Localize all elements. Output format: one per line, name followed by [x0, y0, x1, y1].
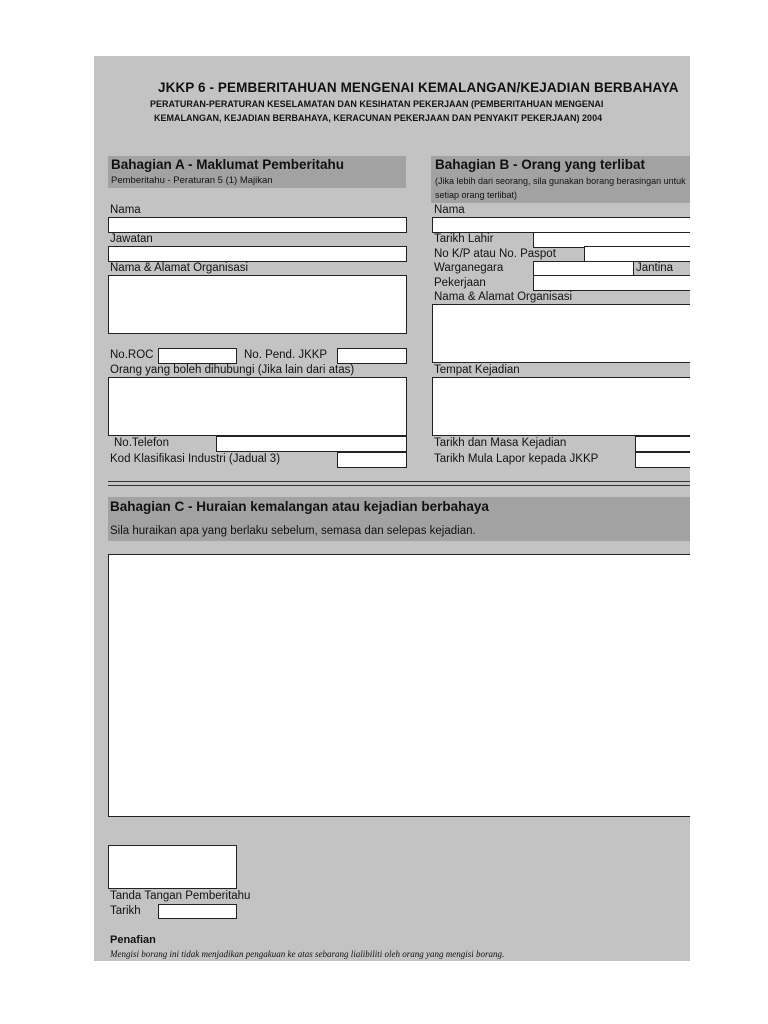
section-b-header [431, 156, 690, 203]
b-nama-label: Nama [434, 204, 465, 216]
a-no-telefon-input[interactable] [216, 436, 407, 452]
disclaimer-text: Mengisi borang ini tidak menjadikan pengakuan ke atas sebarang lialibiliti oleh orang yang mengisi borang. [110, 949, 505, 959]
a-nama-input[interactable] [108, 217, 407, 233]
b-pekerjaan-label: Pekerjaan [434, 277, 486, 289]
signature-label: Tanda Tangan Pemberitahu [110, 890, 251, 902]
signature-date-label: Tarikh [110, 905, 141, 917]
a-orang-dihubungi-input[interactable] [108, 377, 407, 436]
form-subtitle-line2: KEMALANGAN, KEJADIAN BERBAHAYA, KERACUNAN PEKERJAAN DAN PENYAKIT PEKERJAAN) 2004 [154, 113, 603, 123]
divider-rule-top [108, 481, 690, 482]
a-no-telefon-label: No.Telefon [114, 437, 169, 449]
a-jawatan-label: Jawatan [110, 233, 153, 245]
a-kod-klasifikasi-label: Kod Klasifikasi Industri (Jadual 3) [110, 453, 281, 465]
a-kod-klasifikasi-input[interactable] [337, 452, 407, 468]
a-nama-alamat-input[interactable] [108, 275, 407, 334]
b-tarikh-masa-label: Tarikh dan Masa Kejadian [434, 437, 567, 449]
a-no-roc-label: No.ROC [110, 349, 154, 361]
b-tempat-kejadian-label: Tempat Kejadian [434, 364, 520, 376]
b-tempat-kejadian-input[interactable] [432, 377, 690, 436]
section-b-subtitle-line1: (Jika lebih dari seorang, sila gunakan borang berasingan untuk [435, 176, 686, 186]
section-a-title: Bahagian A - Maklumat Pemberitahu [111, 157, 345, 172]
section-a-subtitle: Pemberitahu - Peraturan 5 (1) Majikan [111, 175, 273, 186]
section-b-title: Bahagian B - Orang yang terlibat [435, 157, 646, 172]
section-c-instruction: Sila huraikan apa yang berlaku sebelum, semasa dan selepas kejadian. [110, 525, 476, 537]
section-b-subtitle-line2: setiap orang terlibat) [435, 190, 518, 200]
b-warganegara-label: Warganegara [434, 262, 504, 274]
section-a-header [108, 156, 406, 188]
form-sheet [94, 56, 690, 961]
disclaimer-title: Penafian [110, 934, 156, 946]
b-nama-input[interactable] [432, 217, 690, 233]
signature-date-input[interactable] [158, 904, 237, 919]
form-title: JKKP 6 - PEMBERITAHUAN MENGENAI KEMALANGAN/KEJADIAN BERBAHAYA [158, 80, 679, 95]
b-tarikh-lapor-input[interactable] [635, 452, 690, 468]
c-description-textarea[interactable] [108, 554, 690, 817]
a-no-roc-input[interactable] [158, 348, 237, 364]
divider-rule-bottom [108, 485, 690, 486]
b-tarikh-masa-input[interactable] [635, 436, 690, 452]
a-no-pend-input[interactable] [337, 348, 407, 364]
b-jantina-label: Jantina [636, 262, 674, 274]
b-tarikh-lapor-label: Tarikh Mula Lapor kepada JKKP [434, 453, 599, 465]
form-subtitle-line1: PERATURAN-PERATURAN KESELAMATAN DAN KESIHATAN PEKERJAAN (PEMBERITAHUAN MENGENAI [150, 99, 604, 109]
a-nama-alamat-label: Nama & Alamat Organisasi [110, 262, 249, 274]
a-orang-dihubungi-label: Orang yang boleh dihubungi (Jika lain dari atas) [110, 364, 355, 376]
b-nama-alamat-label: Nama & Alamat Organisasi [434, 291, 573, 303]
section-c-header [108, 497, 690, 541]
a-nama-label: Nama [110, 204, 141, 216]
b-no-kp-label: No K/P atau No. Paspot [434, 248, 556, 260]
b-tarikh-lahir-label: Tarikh Lahir [434, 233, 494, 245]
b-no-kp-input[interactable] [584, 246, 690, 262]
a-jawatan-input[interactable] [108, 246, 407, 262]
a-no-pend-label: No. Pend. JKKP [244, 349, 328, 361]
signature-box[interactable] [108, 845, 237, 889]
b-pekerjaan-input[interactable] [533, 275, 690, 291]
b-nama-alamat-input[interactable] [432, 304, 690, 363]
section-c-title: Bahagian C - Huraian kemalangan atau kejadian berbahaya [110, 499, 489, 514]
